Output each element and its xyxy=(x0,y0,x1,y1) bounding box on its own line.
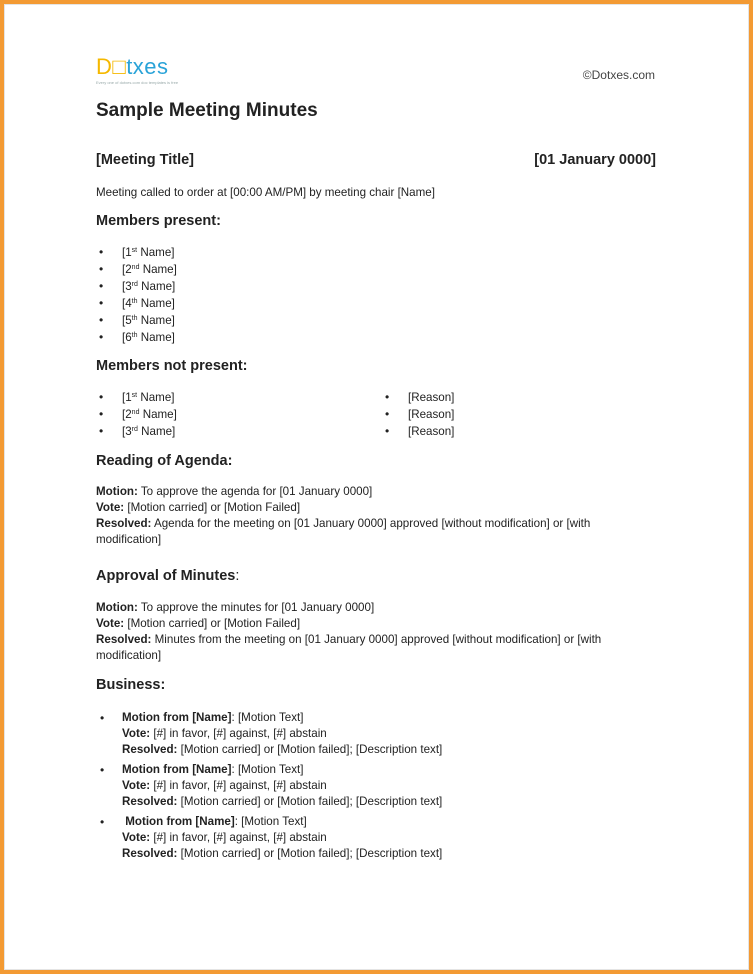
members-present-list xyxy=(96,244,177,346)
business-heading: Business: xyxy=(96,677,166,693)
called-to-order-text: Meeting called to order at [00:00 AM/PM] by meeting chair [Name] xyxy=(96,186,435,199)
agenda-vote: Vote: [Motion carried] or [Motion Failed] xyxy=(96,501,301,514)
meeting-title: [Meeting Title] xyxy=(96,152,195,168)
list-item: • Motion from [Name]: [Motion Text] Vote: [#] in favor, [#] against, [#] abstain Resolved: [Motion carried] or [Motion failed]; [Description text] xyxy=(96,814,636,862)
agenda-motion: Motion: To approve the agenda for [01 January 0000] xyxy=(96,485,373,498)
members-present-heading: Members present: xyxy=(96,213,221,229)
approval-resolved: Resolved: Minutes from the meeting on [01 January 0000] approved [without modification] or [with modification] xyxy=(96,633,602,662)
dotxes-logo xyxy=(96,55,178,85)
list-item: • [6th Name] xyxy=(96,329,177,346)
approval-heading: Approval of Minutes: xyxy=(96,568,240,584)
list-item: • Motion from [Name]: [Motion Text] Vote: [#] in favor, [#] against, [#] abstain Resolved: [Motion carried] or [Motion failed]; [Description text] xyxy=(96,762,636,810)
list-item: • [1st Name] xyxy=(96,244,177,261)
list-item: • [3rd Name] xyxy=(96,423,177,440)
business-list xyxy=(96,710,636,866)
agenda-heading: Reading of Agenda: xyxy=(96,453,233,469)
logo-wordmark: D□txes xyxy=(96,54,169,79)
approval-motion: Motion: To approve the minutes for [01 January 0000] xyxy=(96,601,375,614)
logo-tagline: Every one of dotxes.com doc templates is free xyxy=(96,80,179,85)
members-absent-heading: Members not present: xyxy=(96,358,248,374)
agenda-block xyxy=(96,484,636,548)
list-item: • [Reason] xyxy=(382,423,454,440)
list-item: • [3rd Name] xyxy=(96,278,177,295)
members-absent-list xyxy=(96,389,177,440)
approval-block xyxy=(96,600,636,664)
list-item: • [Reason] xyxy=(382,389,454,406)
list-item: • [Reason] xyxy=(382,406,454,423)
list-item: • [1st Name] xyxy=(96,389,177,406)
list-item: • [5th Name] xyxy=(96,312,177,329)
meeting-header xyxy=(96,152,656,168)
document-title: Sample Meeting Minutes xyxy=(96,100,318,121)
list-item: • [2nd Name] xyxy=(96,406,177,423)
list-item: • [2nd Name] xyxy=(96,261,177,278)
list-item: • Motion from [Name]: [Motion Text] Vote: [#] in favor, [#] against, [#] abstain Resolved: [Motion carried] or [Motion failed]; [Description text] xyxy=(96,710,636,758)
agenda-resolved: Resolved: Agenda for the meeting on [01 January 0000] approved [without modification] or [with modification] xyxy=(96,517,591,546)
absence-reasons-list xyxy=(382,389,454,440)
list-item: • [4th Name] xyxy=(96,295,177,312)
copyright-text: ©Dotxes.com xyxy=(582,68,655,82)
meeting-date: [01 January 0000] xyxy=(534,152,656,168)
approval-vote: Vote: [Motion carried] or [Motion Failed] xyxy=(96,617,301,630)
